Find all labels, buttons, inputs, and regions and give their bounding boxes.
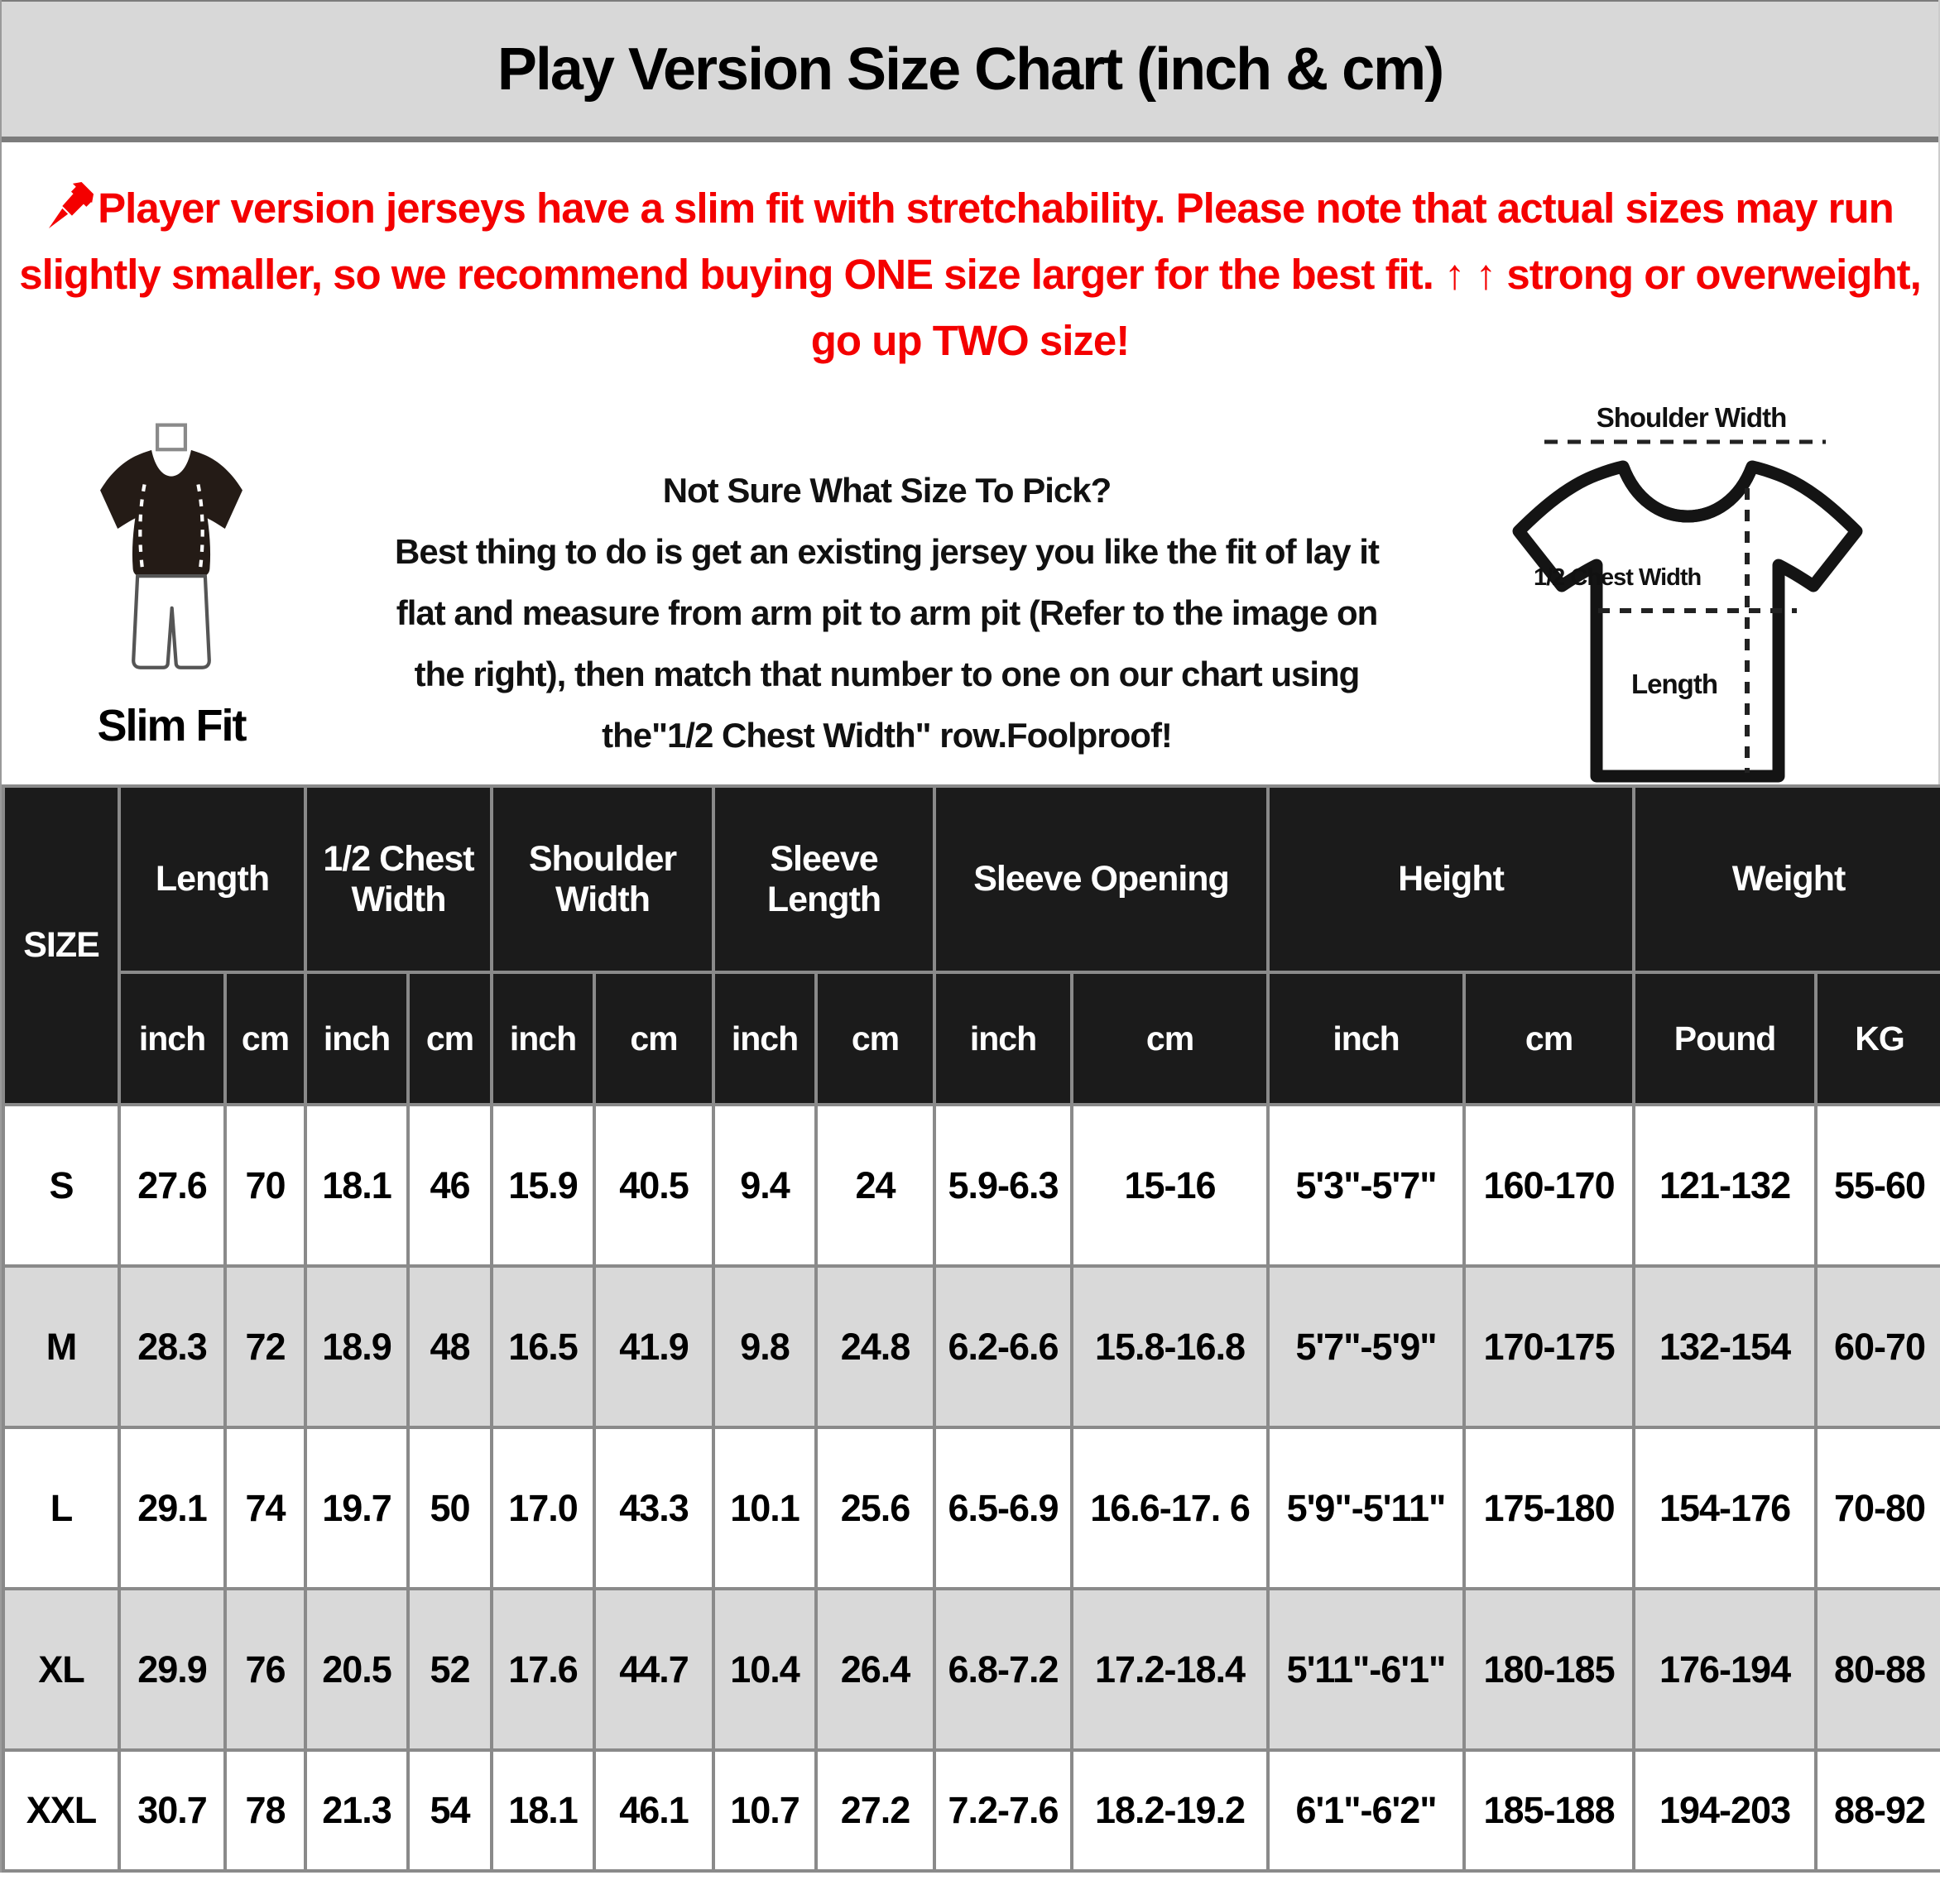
value-cell: 9.4 bbox=[713, 1105, 816, 1266]
unit-header: inch bbox=[492, 972, 594, 1105]
title-band bbox=[2, 0, 1938, 142]
value-cell: 154-176 bbox=[1634, 1427, 1816, 1589]
unit-header: cm bbox=[408, 972, 492, 1105]
value-cell: 26.4 bbox=[816, 1589, 934, 1750]
value-cell: 29.9 bbox=[119, 1589, 225, 1750]
value-cell: 55-60 bbox=[1816, 1105, 1940, 1266]
table-row-xl bbox=[3, 1589, 1940, 1750]
size-cell: XXL bbox=[3, 1750, 119, 1871]
guide-line: flat and measure from arm pit to arm pit (Refer to the image on bbox=[396, 593, 1378, 632]
value-cell: 194-203 bbox=[1634, 1750, 1816, 1871]
value-cell: 74 bbox=[225, 1427, 305, 1589]
value-cell: 18.1 bbox=[492, 1750, 594, 1871]
value-cell: 46 bbox=[408, 1105, 492, 1266]
value-cell: 78 bbox=[225, 1750, 305, 1871]
value-cell: 52 bbox=[408, 1589, 492, 1750]
value-cell: 29.1 bbox=[119, 1427, 225, 1589]
notice-text bbox=[2, 142, 1938, 396]
value-cell: 185-188 bbox=[1464, 1750, 1634, 1871]
unit-header: inch bbox=[934, 972, 1072, 1105]
value-cell: 17.2-18.4 bbox=[1072, 1589, 1268, 1750]
slim-fit-illustration bbox=[80, 420, 262, 677]
guide-heading: Not Sure What Size To Pick? bbox=[662, 471, 1112, 510]
column-header-sleeve-length: Sleeve Length bbox=[713, 786, 934, 972]
guide-text bbox=[308, 396, 1466, 766]
value-cell: 25.6 bbox=[816, 1427, 934, 1589]
guide-line: the"1/2 Chest Width" row.Foolproof! bbox=[602, 716, 1172, 755]
value-cell: 21.3 bbox=[305, 1750, 408, 1871]
shoulder-width-label: Shoulder Width bbox=[1596, 402, 1787, 433]
value-cell: 19.7 bbox=[305, 1427, 408, 1589]
shirt-outline bbox=[1466, 402, 1917, 791]
unit-header: cm bbox=[1464, 972, 1634, 1105]
value-cell: 76 bbox=[225, 1589, 305, 1750]
page-title: Play Version Size Chart (inch & cm) bbox=[497, 36, 1443, 103]
guide-line: Best thing to do is get an existing jersey you like the fit of lay it bbox=[395, 532, 1379, 571]
pushpin-icon bbox=[46, 181, 94, 229]
column-header-weight: Weight bbox=[1634, 786, 1940, 972]
value-cell: 10.7 bbox=[713, 1750, 816, 1871]
table-row-s bbox=[3, 1105, 1940, 1266]
table-row-m bbox=[3, 1266, 1940, 1427]
value-cell: 5'3"-5'7" bbox=[1268, 1105, 1464, 1266]
notice-line: Player version jerseys have a slim fit with stretchability. Please note that actual sizes may run bbox=[10, 175, 1930, 242]
value-cell: 72 bbox=[225, 1266, 305, 1427]
unit-header: cm bbox=[816, 972, 934, 1105]
value-cell: 28.3 bbox=[119, 1266, 225, 1427]
value-cell: 6.8-7.2 bbox=[934, 1589, 1072, 1750]
value-cell: 5.9-6.3 bbox=[934, 1105, 1072, 1266]
value-cell: 6.5-6.9 bbox=[934, 1427, 1072, 1589]
size-cell: L bbox=[3, 1427, 119, 1589]
value-cell: 27.6 bbox=[119, 1105, 225, 1266]
notice-line: slightly smaller, so we recommend buying ONE size larger for the best fit. ↑ ↑ strong or overweight, bbox=[19, 251, 1921, 298]
unit-header: cm bbox=[1072, 972, 1268, 1105]
unit-header: cm bbox=[225, 972, 305, 1105]
value-cell: 40.5 bbox=[594, 1105, 713, 1266]
value-cell: 18.9 bbox=[305, 1266, 408, 1427]
unit-header: Pound bbox=[1634, 972, 1816, 1105]
slim-fit-figure bbox=[35, 396, 308, 751]
length-label: Length bbox=[1631, 669, 1717, 699]
value-cell: 121-132 bbox=[1634, 1105, 1816, 1266]
value-cell: 10.1 bbox=[713, 1427, 816, 1589]
value-cell: 16.5 bbox=[492, 1266, 594, 1427]
value-cell: 70 bbox=[225, 1105, 305, 1266]
value-cell: 180-185 bbox=[1464, 1589, 1634, 1750]
size-cell: M bbox=[3, 1266, 119, 1427]
value-cell: 5'7"-5'9" bbox=[1268, 1266, 1464, 1427]
value-cell: 20.5 bbox=[305, 1589, 408, 1750]
value-cell: 24.8 bbox=[816, 1266, 934, 1427]
value-cell: 80-88 bbox=[1816, 1589, 1940, 1750]
value-cell: 41.9 bbox=[594, 1266, 713, 1427]
guide-section bbox=[2, 396, 1938, 784]
column-header-sleeve-opening: Sleeve Opening bbox=[934, 786, 1268, 972]
value-cell: 48 bbox=[408, 1266, 492, 1427]
guide-line: the right), then match that number to one on our chart using bbox=[414, 655, 1360, 693]
unit-header: inch bbox=[305, 972, 408, 1105]
notice-line: go up TWO size! bbox=[810, 317, 1130, 364]
column-header-length: Length bbox=[119, 786, 305, 972]
unit-header: KG bbox=[1816, 972, 1940, 1105]
value-cell: 17.0 bbox=[492, 1427, 594, 1589]
column-header-shoulder-width: Shoulder Width bbox=[492, 786, 713, 972]
column-header-size: SIZE bbox=[3, 786, 119, 1105]
value-cell: 30.7 bbox=[119, 1750, 225, 1871]
chest-width-label: 1/2 Chest Width bbox=[1534, 564, 1702, 591]
value-cell: 5'9"-5'11" bbox=[1268, 1427, 1464, 1589]
value-cell: 18.2-19.2 bbox=[1072, 1750, 1268, 1871]
unit-header: inch bbox=[713, 972, 816, 1105]
value-cell: 54 bbox=[408, 1750, 492, 1871]
size-cell: XL bbox=[3, 1589, 119, 1750]
unit-header: inch bbox=[119, 972, 225, 1105]
value-cell: 18.1 bbox=[305, 1105, 408, 1266]
value-cell: 10.4 bbox=[713, 1589, 816, 1750]
value-cell: 5'11"-6'1" bbox=[1268, 1589, 1464, 1750]
value-cell: 176-194 bbox=[1634, 1589, 1816, 1750]
value-cell: 50 bbox=[408, 1427, 492, 1589]
column-header-height: Height bbox=[1268, 786, 1634, 972]
shirt-diagram bbox=[1466, 402, 1917, 791]
value-cell: 17.6 bbox=[492, 1589, 594, 1750]
value-cell: 9.8 bbox=[713, 1266, 816, 1427]
slim-fit-label: Slim Fit bbox=[97, 701, 246, 751]
value-cell: 15.8-16.8 bbox=[1072, 1266, 1268, 1427]
value-cell: 44.7 bbox=[594, 1589, 713, 1750]
value-cell: 175-180 bbox=[1464, 1427, 1634, 1589]
value-cell: 88-92 bbox=[1816, 1750, 1940, 1871]
value-cell: 6'1"-6'2" bbox=[1268, 1750, 1464, 1871]
value-cell: 6.2-6.6 bbox=[934, 1266, 1072, 1427]
value-cell: 16.6-17. 6 bbox=[1072, 1427, 1268, 1589]
value-cell: 27.2 bbox=[816, 1750, 934, 1871]
unit-header: inch bbox=[1268, 972, 1464, 1105]
value-cell: 132-154 bbox=[1634, 1266, 1816, 1427]
value-cell: 70-80 bbox=[1816, 1427, 1940, 1589]
unit-header: cm bbox=[594, 972, 713, 1105]
value-cell: 24 bbox=[816, 1105, 934, 1266]
value-cell: 160-170 bbox=[1464, 1105, 1634, 1266]
size-cell: S bbox=[3, 1105, 119, 1266]
value-cell: 170-175 bbox=[1464, 1266, 1634, 1427]
value-cell: 15-16 bbox=[1072, 1105, 1268, 1266]
value-cell: 60-70 bbox=[1816, 1266, 1940, 1427]
value-cell: 15.9 bbox=[492, 1105, 594, 1266]
column-header-half-chest-width: 1/2 Chest Width bbox=[305, 786, 492, 972]
value-cell: 7.2-7.6 bbox=[934, 1750, 1072, 1871]
value-cell: 46.1 bbox=[594, 1750, 713, 1871]
size-table bbox=[2, 784, 1940, 1873]
value-cell: 43.3 bbox=[594, 1427, 713, 1589]
table-row-xxl bbox=[3, 1750, 1940, 1871]
table-row-l bbox=[3, 1427, 1940, 1589]
